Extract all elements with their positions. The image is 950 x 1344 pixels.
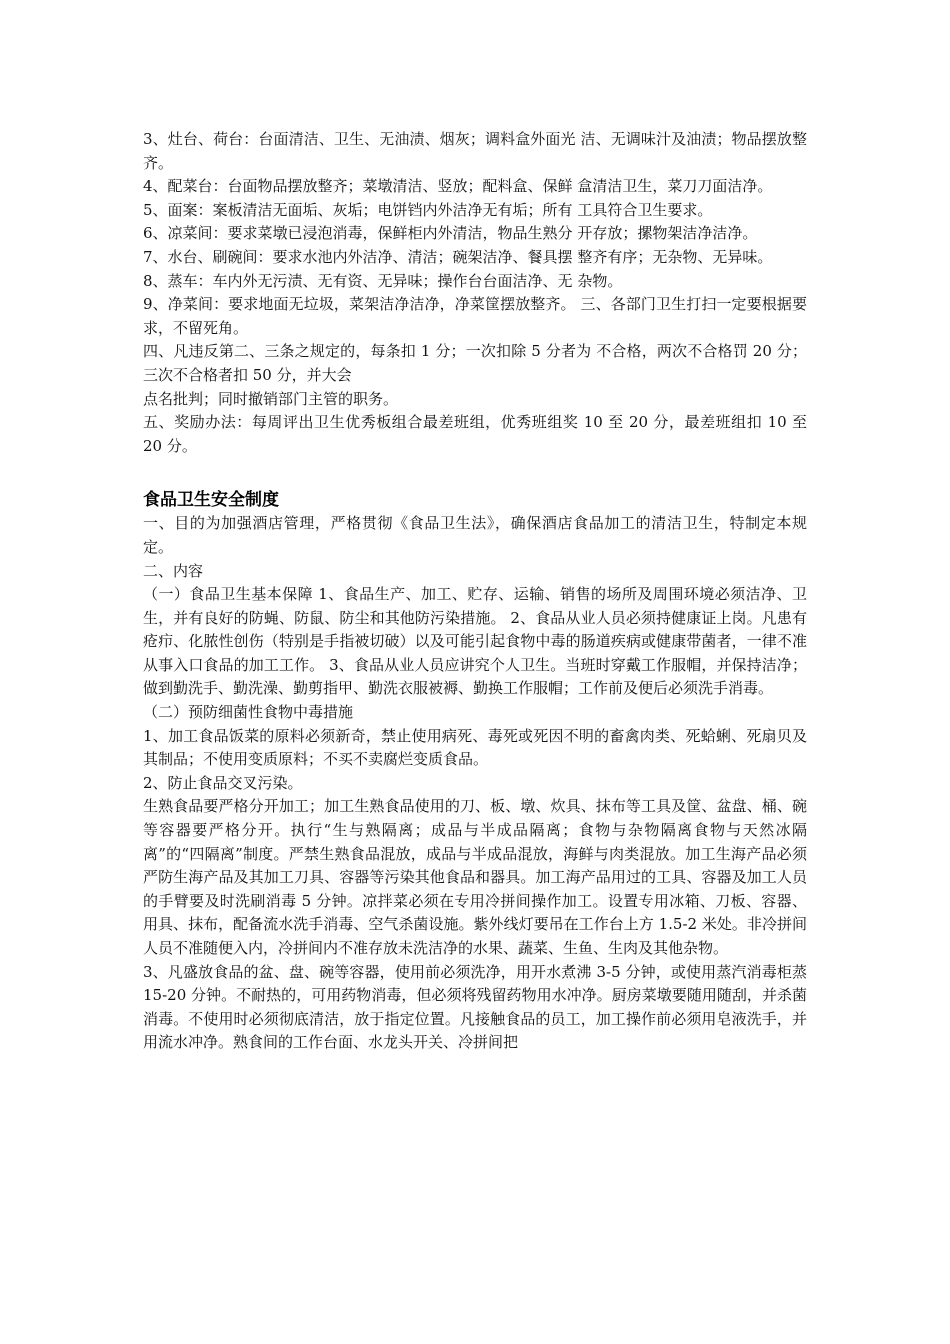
paragraph-cross-contamination-label: 2、防止食品交叉污染。	[143, 773, 303, 792]
paragraph-clean-vegetable-rules: 9、净菜间：要求地面无垃圾，菜架洁净洁净，净菜筐摆放整齐。 三、各部门卫生打扫一定要根据要求，不留死角。	[143, 295, 807, 337]
paragraph-stove-rules: 3、灶台、荷台：台面清洁、卫生、无油渍、烟灰；调料盒外面光 洁、无调味汁及油渍；物品摆放整齐。	[143, 130, 807, 172]
paragraph-prevention-label: （二）预防细菌性食物中毒措施	[143, 703, 354, 722]
paragraph-cold-dish-rules: 6、凉菜间：要求菜墩已浸泡消毒，保鲜柜内外清洁，物品生熟分 开存放；摞物架洁净洁净。	[143, 224, 758, 243]
paragraph-basic-guarantee: （一）食品卫生基本保障 1、食品生产、加工、贮存、运输、销售的场所及周围环境必须洁净、卫生，并有良好的防蝇、防鼠、防尘和其他防污染措施。 2、食品从业人员必须持健康证上岗。凡患有疮疖、化脓性创伤（特别是手指被切破）以及可能引起食物中毒的肠道疾病或健康带菌者，一律不准从事入口食品的加工工作。 3、食品从业人员应讲究个人卫生。当班时穿戴工作服帽，并保持洁净；做到勤洗手、勤洗澡、勤剪指甲、勤洗衣服被褥、勤换工作服帽；工作前及便后必须洗手消毒。	[143, 585, 807, 698]
section-heading: 食品卫生安全制度	[143, 490, 279, 511]
paragraph-content-label: 二、内容	[143, 561, 204, 580]
paragraph-disinfection-rules: 3、凡盛放食品的盆、盘、碗等容器，使用前必须洗净，用开水煮沸 3-5 分钟，或使用蒸汽消毒柜蒸 15-20 分钟。不耐热的，可用药物消毒，但必须将残留药物用水冲净。厨房菜墩要随用随刮，并杀菌消毒。不使用时必须彻底清洁，放于指定位置。凡接触食品的员工，加工操作前必须用皂液洗手，并用流水冲净。熟食间的工作台面、水龙头开关、冷拼间把	[143, 962, 807, 1052]
paragraph-washing-rules: 7、水台、刷碗间：要求水池内外洁净、清洁；碗架洁净、餐具摆 整齐有序；无杂物、无异味。	[143, 247, 773, 266]
paragraph-steamer-rules: 8、蒸车：车内外无污渍、无有资、无异味；操作台台面洁净、无 杂物。	[143, 271, 623, 290]
paragraph-separation-rules: 生熟食品要严格分开加工；加工生熟食品使用的刀、板、墩、炊具、抹布等工具及筐、盆盘、桶、碗等容器要严格分开。执行“生与熟隔离；成品与半成品隔离；食物与杂物隔离食物与天然冰隔离”的“四隔离”制度。严禁生熟食品混放，成品与半成品混放，海鲜与肉类混放。加工生海产品必须严防生海产品及其加工刀具、容器等污染其他食品和器具。加工海产品用过的工具、容器及加工人员的手臂要及时洗刷消毒 5 分钟。凉拌菜必须在专用冷拼间操作加工。设置专用冰箱、刀板、容器、用具、抹布，配备流水洗手消毒、空气杀菌设施。紫外线灯要吊在工作台上方 1.5-2 米处。非冷拼间人员不准随便入内，冷拼间内不准存放未洗洁净的水果、蔬菜、生鱼、生肉及其他杂物。	[143, 797, 807, 957]
document-page	[143, 128, 807, 1055]
paragraph-penalty-continued: 点名批判；同时撤销部门主管的职务。	[143, 389, 399, 408]
paragraph-penalty-rules: 四、凡违反第二、三条之规定的，每条扣 1 分；一次扣除 5 分者为 不合格，两次不合格罚 20 分；三次不合格者扣 50 分，并大会	[143, 342, 807, 384]
paragraph-pastry-rules: 5、面案：案板清洁无面垢、灰垢；电饼铛内外洁净无有垢；所有 工具符合卫生要求。	[143, 200, 713, 219]
paragraph-reward-rules: 五、奖励办法：每周评出卫生优秀板组合最差班组，优秀班组奖 10 至 20 分，最差班组扣 10 至 20 分。	[143, 413, 807, 455]
paragraph-purpose: 一、目的为加强酒店管理，严格贯彻《食品卫生法》，确保酒店食品加工的清洁卫生，特制定本规定。	[143, 514, 807, 556]
paragraph-raw-material-rules: 1、加工食品饭菜的原料必须新奇，禁止使用病死、毒死或死因不明的畜禽肉类、死蛤蜊、死扇贝及其制品；不使用变质原料；不买不卖腐烂变质食品。	[143, 726, 807, 769]
paragraph-prep-table-rules: 4、配菜台：台面物品摆放整齐；菜墩清洁、竖放；配料盒、保鲜 盒清洁卫生，菜刀刀面洁净。	[143, 177, 773, 196]
